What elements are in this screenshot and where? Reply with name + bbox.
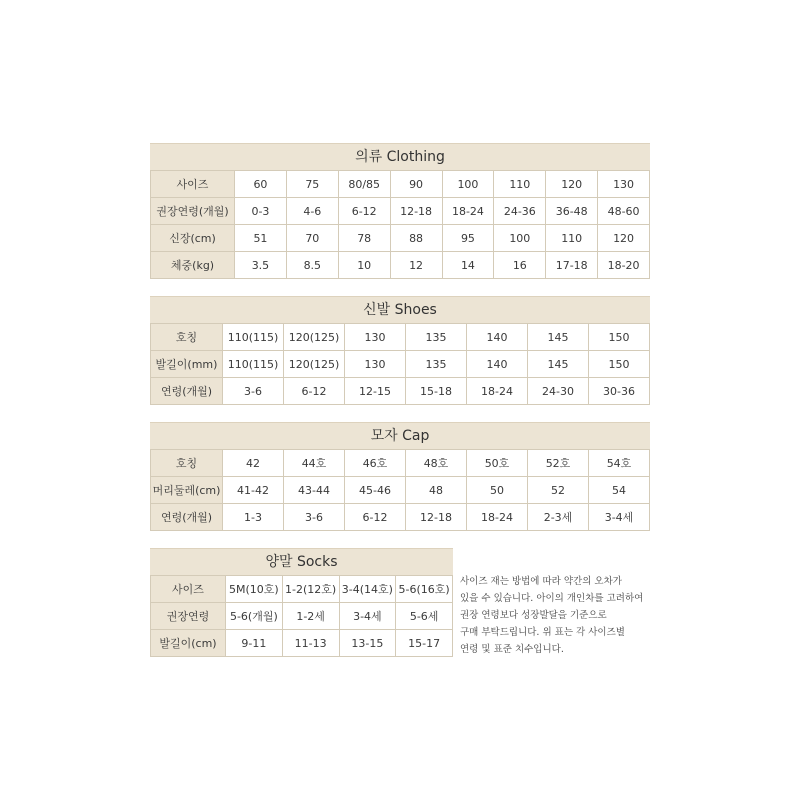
- table-cell: 18-20: [598, 252, 650, 279]
- table-cell: 9-11: [226, 630, 283, 657]
- table-cell: 90: [390, 171, 442, 198]
- row-label: 머리둘레(cm): [151, 477, 223, 504]
- table-cell: 50: [467, 477, 528, 504]
- table-cell: 42: [223, 450, 284, 477]
- table-cell: 5-6(개월): [226, 603, 283, 630]
- shoes-table: [150, 323, 650, 405]
- shoes-section: [150, 296, 650, 405]
- table-cell: 110(115): [223, 351, 284, 378]
- table-cell: 3-4세: [339, 603, 396, 630]
- table-cell: 130: [345, 351, 406, 378]
- note-line: 연령 및 표준 치수입니다.: [460, 644, 564, 655]
- table-cell: 48호: [406, 450, 467, 477]
- table-row: [151, 225, 650, 252]
- table-row: [151, 324, 650, 351]
- clothing-title: 의류 Clothing: [150, 143, 650, 170]
- table-cell: 6-12: [338, 198, 390, 225]
- table-cell: 1-3: [223, 504, 284, 531]
- row-label: 발길이(mm): [151, 351, 223, 378]
- table-cell: 41-42: [223, 477, 284, 504]
- table-cell: 50호: [467, 450, 528, 477]
- table-cell: 120: [598, 225, 650, 252]
- table-row: [151, 630, 453, 657]
- table-cell: 15-18: [406, 378, 467, 405]
- table-cell: 150: [589, 351, 650, 378]
- row-label: 호칭: [151, 324, 223, 351]
- table-cell: 4-6: [286, 198, 338, 225]
- table-cell: 100: [442, 171, 494, 198]
- socks-title: 양말 Socks: [150, 548, 453, 575]
- table-cell: 3-4(14호): [339, 576, 396, 603]
- row-label: 연령(개월): [151, 504, 223, 531]
- table-cell: 54호: [589, 450, 650, 477]
- table-row: [151, 576, 453, 603]
- table-cell: 16: [494, 252, 546, 279]
- table-cell: 100: [494, 225, 546, 252]
- table-cell: 80/85: [338, 171, 390, 198]
- table-row: [151, 252, 650, 279]
- table-cell: 60: [235, 171, 287, 198]
- row-label: 호칭: [151, 450, 223, 477]
- table-cell: 24-36: [494, 198, 546, 225]
- table-cell: 130: [345, 324, 406, 351]
- table-cell: 78: [338, 225, 390, 252]
- table-cell: 150: [589, 324, 650, 351]
- table-row: [151, 504, 650, 531]
- table-cell: 12-18: [390, 198, 442, 225]
- table-cell: 120: [546, 171, 598, 198]
- table-cell: 0-3: [235, 198, 287, 225]
- table-cell: 1-2세: [282, 603, 339, 630]
- table-cell: 54: [589, 477, 650, 504]
- note-line: 사이즈 재는 방법에 따라 약간의 오차가: [460, 576, 622, 587]
- table-cell: 11-13: [282, 630, 339, 657]
- table-cell: 6-12: [284, 378, 345, 405]
- table-cell: 145: [528, 351, 589, 378]
- table-cell: 12-15: [345, 378, 406, 405]
- table-cell: 88: [390, 225, 442, 252]
- table-cell: 18-24: [467, 378, 528, 405]
- table-cell: 145: [528, 324, 589, 351]
- table-cell: 45-46: [345, 477, 406, 504]
- table-cell: 8.5: [286, 252, 338, 279]
- table-cell: 130: [598, 171, 650, 198]
- table-cell: 24-30: [528, 378, 589, 405]
- table-cell: 140: [467, 324, 528, 351]
- table-row: [151, 198, 650, 225]
- table-cell: 110(115): [223, 324, 284, 351]
- table-cell: 18-24: [442, 198, 494, 225]
- table-row: [151, 477, 650, 504]
- note-line: 구매 부탁드립니다. 위 표는 각 사이즈별: [460, 627, 625, 638]
- table-cell: 70: [286, 225, 338, 252]
- table-cell: 120(125): [284, 324, 345, 351]
- table-cell: 5-6세: [396, 603, 453, 630]
- row-label: 연령(개월): [151, 378, 223, 405]
- table-cell: 2-3세: [528, 504, 589, 531]
- size-note: [460, 573, 660, 658]
- table-cell: 3.5: [235, 252, 287, 279]
- table-cell: 95: [442, 225, 494, 252]
- row-label: 발길이(cm): [151, 630, 226, 657]
- row-label: 권장연령(개월): [151, 198, 235, 225]
- table-cell: 3-4세: [589, 504, 650, 531]
- table-row: [151, 171, 650, 198]
- row-label: 사이즈: [151, 576, 226, 603]
- table-cell: 5M(10호): [226, 576, 283, 603]
- table-cell: 18-24: [467, 504, 528, 531]
- table-cell: 36-48: [546, 198, 598, 225]
- table-cell: 13-15: [339, 630, 396, 657]
- table-cell: 6-12: [345, 504, 406, 531]
- table-cell: 14: [442, 252, 494, 279]
- table-cell: 46호: [345, 450, 406, 477]
- table-cell: 48-60: [598, 198, 650, 225]
- table-cell: 44호: [284, 450, 345, 477]
- table-cell: 48: [406, 477, 467, 504]
- table-cell: 110: [494, 171, 546, 198]
- clothing-table: [150, 170, 650, 279]
- table-cell: 43-44: [284, 477, 345, 504]
- table-cell: 110: [546, 225, 598, 252]
- row-label: 체중(kg): [151, 252, 235, 279]
- table-row: [151, 378, 650, 405]
- table-cell: 120(125): [284, 351, 345, 378]
- table-row: [151, 603, 453, 630]
- socks-section: [150, 548, 453, 657]
- table-cell: 12-18: [406, 504, 467, 531]
- table-cell: 135: [406, 324, 467, 351]
- table-cell: 3-6: [284, 504, 345, 531]
- table-cell: 30-36: [589, 378, 650, 405]
- table-cell: 12: [390, 252, 442, 279]
- cap-table: [150, 449, 650, 531]
- clothing-section: [150, 143, 650, 279]
- table-cell: 51: [235, 225, 287, 252]
- table-cell: 1-2(12호): [282, 576, 339, 603]
- cap-title: 모자 Cap: [150, 422, 650, 449]
- cap-section: [150, 422, 650, 531]
- table-row: [151, 351, 650, 378]
- table-cell: 3-6: [223, 378, 284, 405]
- table-cell: 135: [406, 351, 467, 378]
- table-cell: 75: [286, 171, 338, 198]
- table-cell: 15-17: [396, 630, 453, 657]
- table-cell: 52: [528, 477, 589, 504]
- table-cell: 17-18: [546, 252, 598, 279]
- row-label: 신장(cm): [151, 225, 235, 252]
- table-cell: 140: [467, 351, 528, 378]
- table-row: [151, 450, 650, 477]
- row-label: 사이즈: [151, 171, 235, 198]
- socks-table: [150, 575, 453, 657]
- row-label: 권장연령: [151, 603, 226, 630]
- table-cell: 10: [338, 252, 390, 279]
- table-cell: 52호: [528, 450, 589, 477]
- shoes-title: 신발 Shoes: [150, 296, 650, 323]
- table-cell: 5-6(16호): [396, 576, 453, 603]
- note-line: 있을 수 있습니다. 아이의 개인차를 고려하여: [460, 593, 644, 604]
- note-line: 권장 연령보다 성장발달을 기준으로: [460, 610, 607, 621]
